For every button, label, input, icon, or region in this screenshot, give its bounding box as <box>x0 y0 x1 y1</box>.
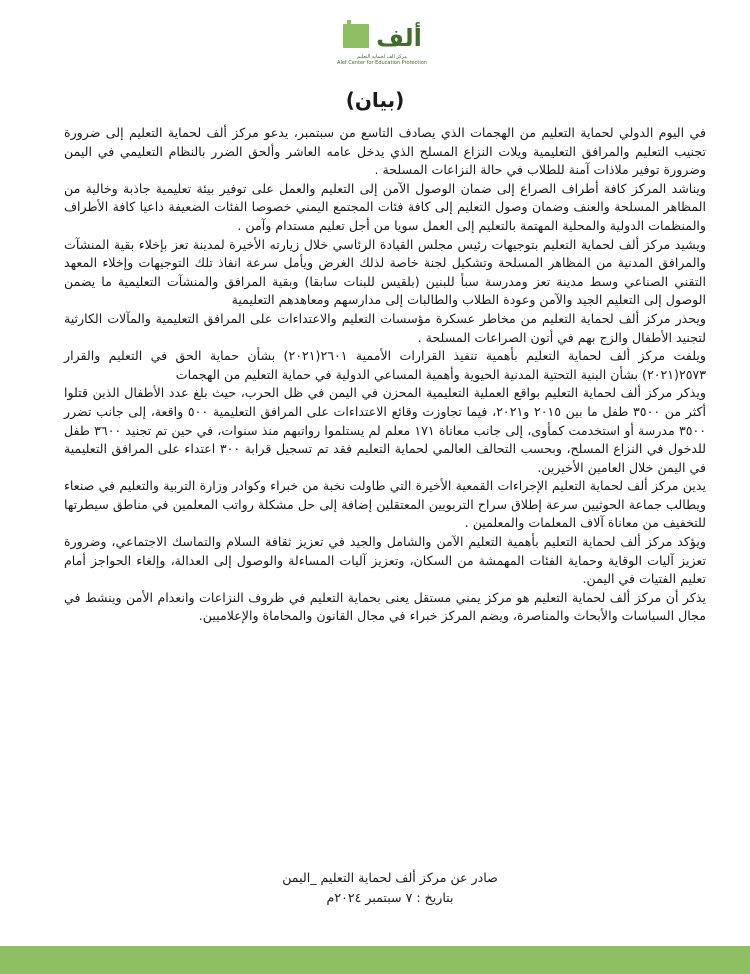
statement-paragraph: ويلفت مركز ألف لحماية التعليم بأهمية تنفيذ القرارات الأممية ٢٦٠١(٢٠٢١) بشأن حماية الحق في التعليم والقرار ٢٥٧٣(٢٠٢١) بشأن البنية التحتية المدنية الحيوية وأهمية المساعي الدولية في حماية التعليم من الهجمات <box>64 348 706 382</box>
logo-caption-en: Alef Center for Education Protection <box>337 60 427 66</box>
statement-body <box>64 124 706 626</box>
alef-logo-mark <box>341 18 423 54</box>
statement-paragraph: ويذكر مركز ألف لحماية التعليم بواقع العملية التعليمية المحزن في اليمن في ظل الحرب، حيث بلغ عدد الأطفال الذين قتلوا أكثر من ٣٥٠٠ طفل ما بين ٢٠١٥ و٢٠٢١، فيما تجاوزت وقائع الاعتداءات على المرافق التعليمية ٥٠٠ واقعة، إلى جانب تضرر ٣٥٠٠ مدرسة أو استخدمت كمأوى، إلى جانب معاناة ١٧١ معلم لم يستلموا رواتبهم منذ سنوات، في حين تم تجنيد ٣٦٠٠ طفل للدخول في النزاع المسلح، وبحسب التحالف العالمي لحماية التعليم فقد تم تسجيل قرابة ٣٠٠ اعتداء على المرافق التعليمية في اليمن خلال العامين الأخيرين. <box>64 385 707 475</box>
footer-bar <box>0 946 750 974</box>
alef-logo <box>333 18 431 80</box>
signature-block <box>270 868 510 908</box>
statement-paragraph: ويحذر مركز ألف لحماية التعليم من مخاطر عسكرة مؤسسات التعليم والاعتداءات على المرافق التعليمية والمآلات الكارثية لتجنيد الأطفال والزج بهم في أتون الصراعات المسلحة . <box>64 310 706 345</box>
statement-paragraph: يدين مركز ألف لحماية التعليم الإجراءات القمعية الأخيرة التي طاولت نخبة من خبراء وكوادر وزارة التربية والتعليم في صنعاء ويطالب جماعة الحوثيين سرعة إطلاق سراح التربويين المعتقلين إضافة إلى حل مشكلة رواتب المعلمين في مناطق سيطرتها للتخفيف من معاناة آلاف المعلمات والمعلمين . <box>64 478 706 531</box>
statement-paragraph: ويشيد مركز ألف لحماية التعليم بتوجيهات رئيس مجلس القيادة الرئاسي خلال زيارته الأخيرة لمدينة تعز بإخلاء بقية المنشآت والمرافق المدنية من المظاهر المسلحة وتشكيل لجنة خاصة لذلك الغرض ويأمل سرعة انفاذ تلك التوجيهات وإخلاء المعهد التقني الصناعي وسط مدينة تعز ومدرسة سبأ للبنين (بلقيس للبنات سابقا) وبقية المرافق والمنشآت التعليمية ما يضمن الوصول إلى التعليم الجيد والآمن وعودة الطلاب والطالبات إلى مدارسهم ومعاهدهم التعليمية <box>64 236 706 308</box>
logo-caption-ar: مركز ألف لحماية التعليم <box>357 54 407 60</box>
statement-paragraph: ويناشد المركز كافة أطراف الصراع إلى ضمان الوصول الآمن إلى التعليم والعمل على توفير بيئة تعليمية جاذبة وخالية من المظاهر المسلحة والعنف وضمان وصول التعليم إلى كافة فئات المجتمع اليمني خصوصا الفئات الضعيفة داعيا كافة الأطراف والمنظمات الدولية والمحلية المهتمة بالتعليم إلى العمل سويا من أجل تعليم مستدام وآمن . <box>64 180 706 233</box>
statement-paragraph: يذكر أن مركز ألف لحماية التعليم هو مركز يمني مستقل يعنى بحماية التعليم في ظروف النزاعات وانعدام الأمن وينشط في مجال السياسات والأبحاث والمناصرة، ويضم المركز خبراء في مجال القانون والمحاماة والإعلاميين. <box>64 589 706 624</box>
statement-paragraph: ويؤكد مركز ألف لحماية التعليم بأهمية التعليم الآمن والشامل والجيد في تعزيز ثقافة السلام والتماسك الاجتماعي، وضرورة تعزيز آليات الوقاية وحماية الفئات المهمشة من السكان، وتعزيز آليات المساءلة والوصول إلى العدالة، وإلغاء الحواجز أمام تعليم الفتيات في اليمن. <box>64 534 706 587</box>
date-line: بتاريخ : ٧ سبتمبر ٢٠٢٤م <box>326 890 454 905</box>
statement-title: (بيان) <box>345 88 405 112</box>
logo-green-square <box>343 24 369 48</box>
issuer-line: صادر عن مركز ألف لحماية التعليم _اليمن <box>282 870 498 885</box>
statement-paragraph: في اليوم الدولي لحماية التعليم من الهجمات الذي يصادف التاسع من سبتمبر، يدعو مركز ألف لحماية التعليم إلى ضرورة تجنيب التعليم والمرافق التعليمية ويلات النزاع المسلح الذي يدخل عامه العاشر وألحق الضرر بالنظام التعليمي في اليمن وضرورة توفير ملاذات آمنة للطلاب في حالة النزاعات المسلحة . <box>64 125 706 178</box>
logo-wordmark: ألف <box>376 24 422 52</box>
